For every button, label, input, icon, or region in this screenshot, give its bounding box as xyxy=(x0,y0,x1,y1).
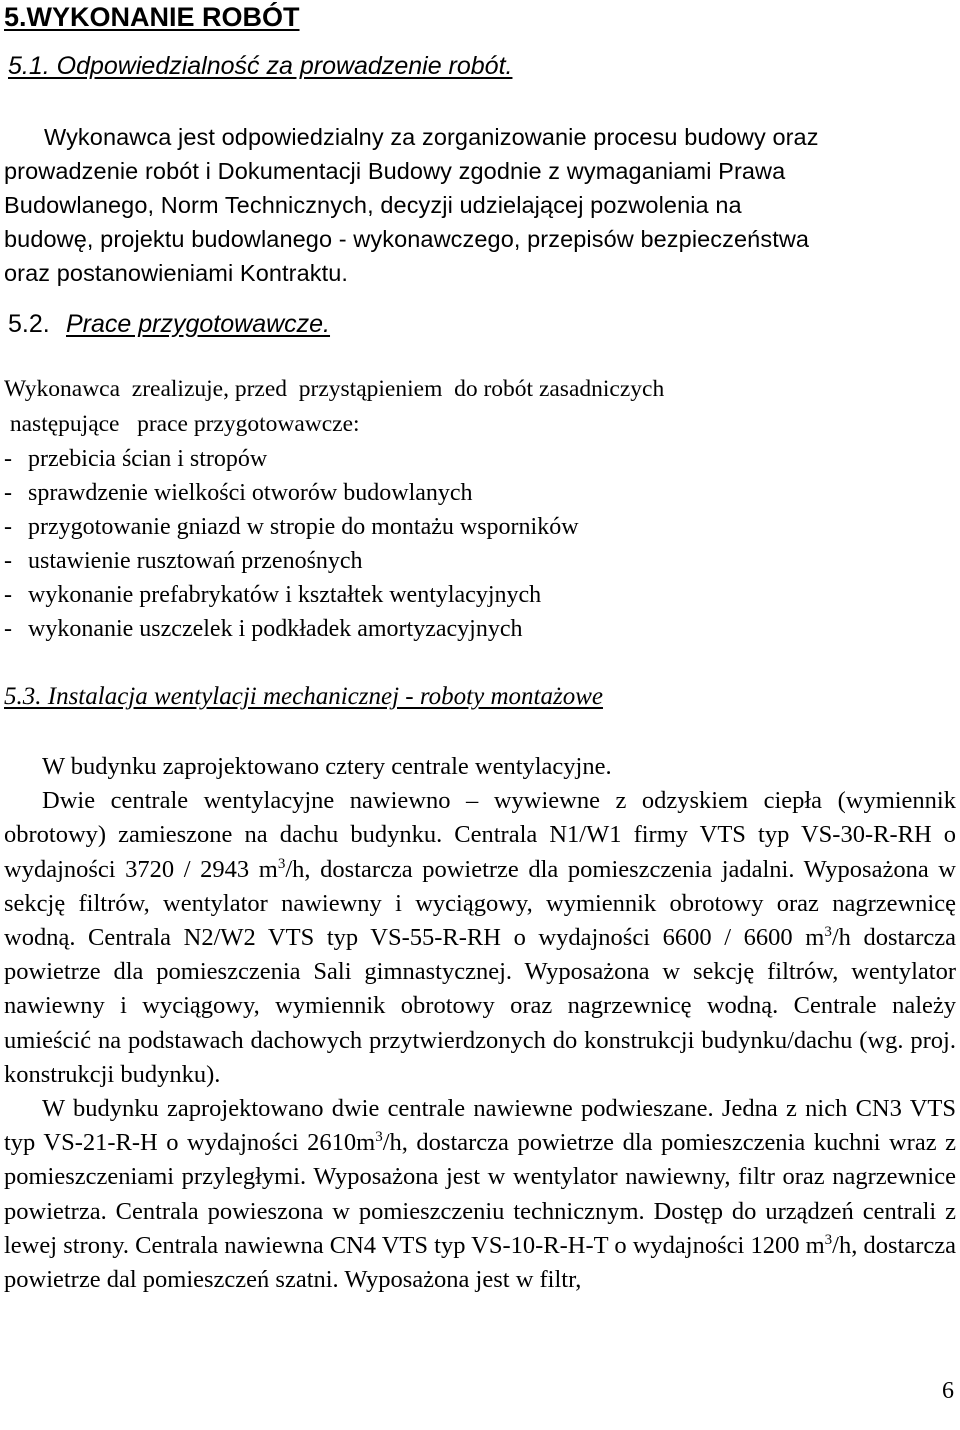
subsection-heading-5-2 xyxy=(8,310,330,339)
list-item: - przebicia ścian i stropów xyxy=(4,446,268,472)
superscript: 3 xyxy=(375,1129,383,1146)
page-number: 6 xyxy=(942,1378,954,1404)
paragraph-line: budowę, projektu budowlanego - wykonawczego, przepisów bezpieczeństwa xyxy=(4,226,810,252)
section-heading: 5.WYKONANIE ROBÓT xyxy=(4,2,300,32)
section-5-3-body xyxy=(4,750,956,1297)
list-item: - ustawienie rusztowań przenośnych xyxy=(4,548,363,574)
paragraph-5-2-intro: Wykonawca zrealizuje, przed przystąpieniem do robót zasadniczych xyxy=(4,376,665,402)
list-item: - przygotowanie gniazd w stropie do montażu wsporników xyxy=(4,514,579,540)
paragraph-rooftop-units: Dwie centrale wentylacyjne nawiewno – wywiewne z odzyskiem ciepła (wymiennik obrotowy) zamieszone na dachu budynku. Centrala N1/W1 firmy VTS typ VS-30-R-RH o wydajności 3720 / 2943 $m^3/h$, dostarcza powietrze dla pomieszczenia jadalni. Wyposażona w sekcję filtrów, wentylator nawiewny i wyciągowy, wymiennik obrotowy oraz nagrzewnicę wodną. Centrala N2/W2 VTS typ VS-55-R-RH o wydajności 6600 / 6600 $m^3/h$ dostarcza powietrze dla pomieszczenia Sali gimnastycznej. Wyposażona w sekcję filtrów, wentylator nawiewny i wyciągowy, wymiennik obrotowy oraz nagrzewnicę wodną. Centrale należy umieścić na podstawach dachowych przytwierdzonych do konstrukcji budynku/dachu (wg. proj. konstrukcji budynku). xyxy=(4,787,956,1088)
superscript: 3 xyxy=(277,855,286,872)
list-item: - sprawdzenie wielkości otworów budowlanych xyxy=(4,480,473,506)
paragraph-line: oraz postanowieniami Kontraktu. xyxy=(4,260,349,286)
paragraph-line: Wykonawca jest odpowiedzialny za zorganizowanie procesu budowy oraz xyxy=(44,124,819,150)
list-item: - wykonanie uszczelek i podkładek amortyzacyjnych xyxy=(4,616,523,642)
paragraph-suspended-units: W budynku zaprojektowano dwie centrale nawiewne podwieszane. Jedna z nich CN3 VTS typ VS-21-R-H o wydajności $2610m^3/h$, dostarcza powietrze dla pomieszczenia kuchni wraz z pomieszczeniami przyległymi. Wyposażona jest w wentylator nawiewny, filtr oraz nagrzewnice powietrza. Centrala powieszona w pomieszczeniu technicznym. Dostęp do urządzeń centrali z lewej strony. Centrala nawiewna CN4 VTS typ VS-10-R-H-T o wydajności 1200 $m^3/h$, dostarcza powietrze dal pomieszczeń szatni. Wyposażona jest w filtr, xyxy=(4,1095,956,1294)
subsection-number: 5.2. xyxy=(8,310,50,338)
paragraph-line: Budowlanego, Norm Technicznych, decyzji udzielającej pozwolenia na xyxy=(4,192,742,218)
paragraph-lead: W budynku zaprojektowano cztery centrale wentylacyjne. xyxy=(42,753,612,780)
superscript: 3 xyxy=(824,924,832,941)
paragraph-line: prowadzenie robót i Dokumentacji Budowy zgodnie z wymaganiami Prawa xyxy=(4,158,786,184)
subsection-heading-5-3: 5.3. Instalacja wentylacji mechanicznej - roboty montażowe xyxy=(4,683,603,710)
list-item: - wykonanie prefabrykatów i kształtek wentylacyjnych xyxy=(4,582,542,608)
superscript: 3 xyxy=(824,1231,833,1248)
paragraph-5-2-intro-cont: następujące prace przygotowawcze: xyxy=(4,411,360,437)
subsection-title: Prace przygotowawcze. xyxy=(66,310,331,338)
subsection-heading-5-1: 5.1. Odpowiedzialność za prowadzenie robót. xyxy=(8,52,513,80)
